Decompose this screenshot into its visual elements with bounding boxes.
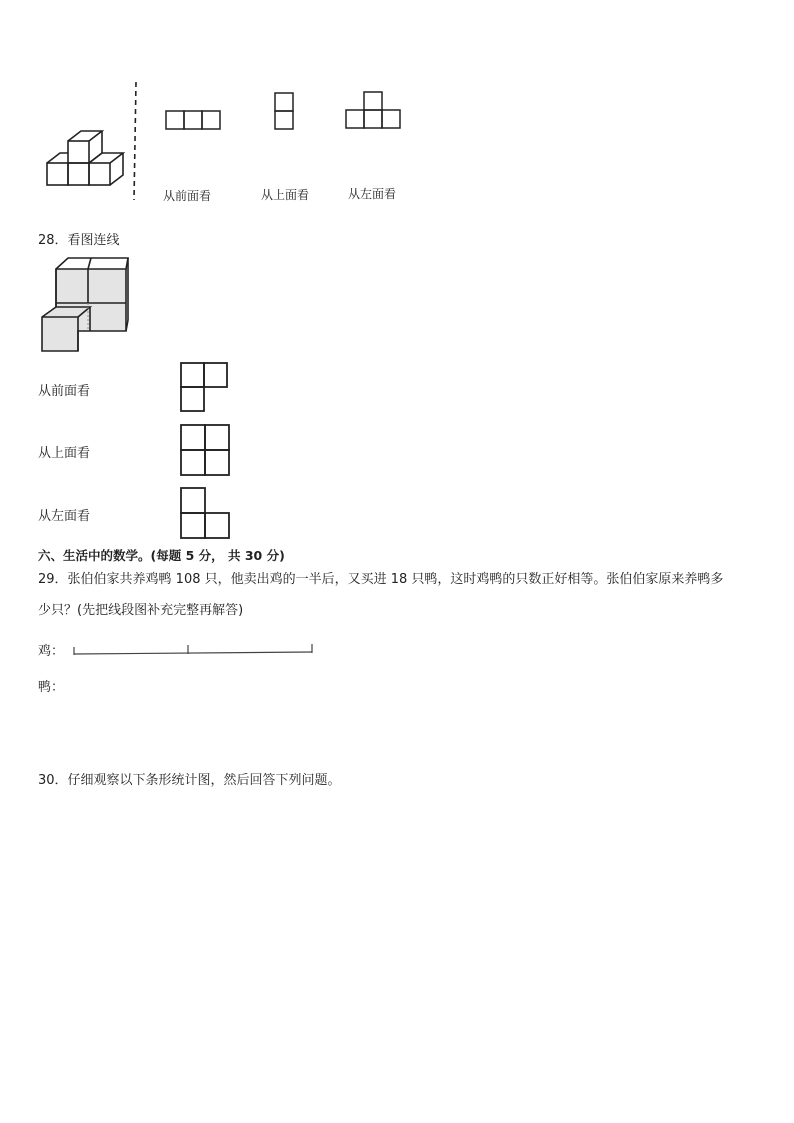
q28-view-a-grid <box>180 362 230 414</box>
q29-chicken-label: 鸡： <box>38 644 65 659</box>
q27-cube-solid-figure <box>40 125 130 195</box>
q27-left-view-grid <box>345 91 405 131</box>
q28-title: 28．看图连线 <box>38 233 120 248</box>
q28-view-b-grid <box>180 424 232 478</box>
q27-view-label-top: 从上面看 <box>261 188 310 202</box>
q28-view-c-grid <box>180 487 232 541</box>
q29-text-line2: 少只？(先把线段图补充完整再解答) <box>38 603 244 618</box>
q27-dashed-divider <box>132 82 140 202</box>
q29-duck-label: 鸭： <box>38 680 65 695</box>
q27-front-view-grid <box>165 110 223 132</box>
q29-text-line1: 29．张伯伯家共养鸡鸭 108 只，他卖出鸡的一半后，又买进 18 只鸭，这时鸡鸭的只数正好相等。张伯伯家原来养鸭多 <box>38 572 724 587</box>
q28-option-front: 从前面看 <box>38 384 91 399</box>
q28-option-top: 从上面看 <box>38 446 91 461</box>
q28-cube-solid-figure <box>38 255 133 355</box>
q30-text: 30．仔细观察以下条形统计图，然后回答下列问题。 <box>38 773 341 788</box>
q27-view-label-left: 从左面看 <box>348 187 397 201</box>
q27-view-label-front: 从前面看 <box>163 189 212 203</box>
q27-top-view-grid <box>274 92 296 132</box>
q28-option-left: 从左面看 <box>38 509 91 524</box>
q29-chicken-segment-diagram <box>72 642 316 658</box>
section-6-heading: 六、生活中的数学。(每题 5 分， 共 30 分) <box>38 548 285 563</box>
